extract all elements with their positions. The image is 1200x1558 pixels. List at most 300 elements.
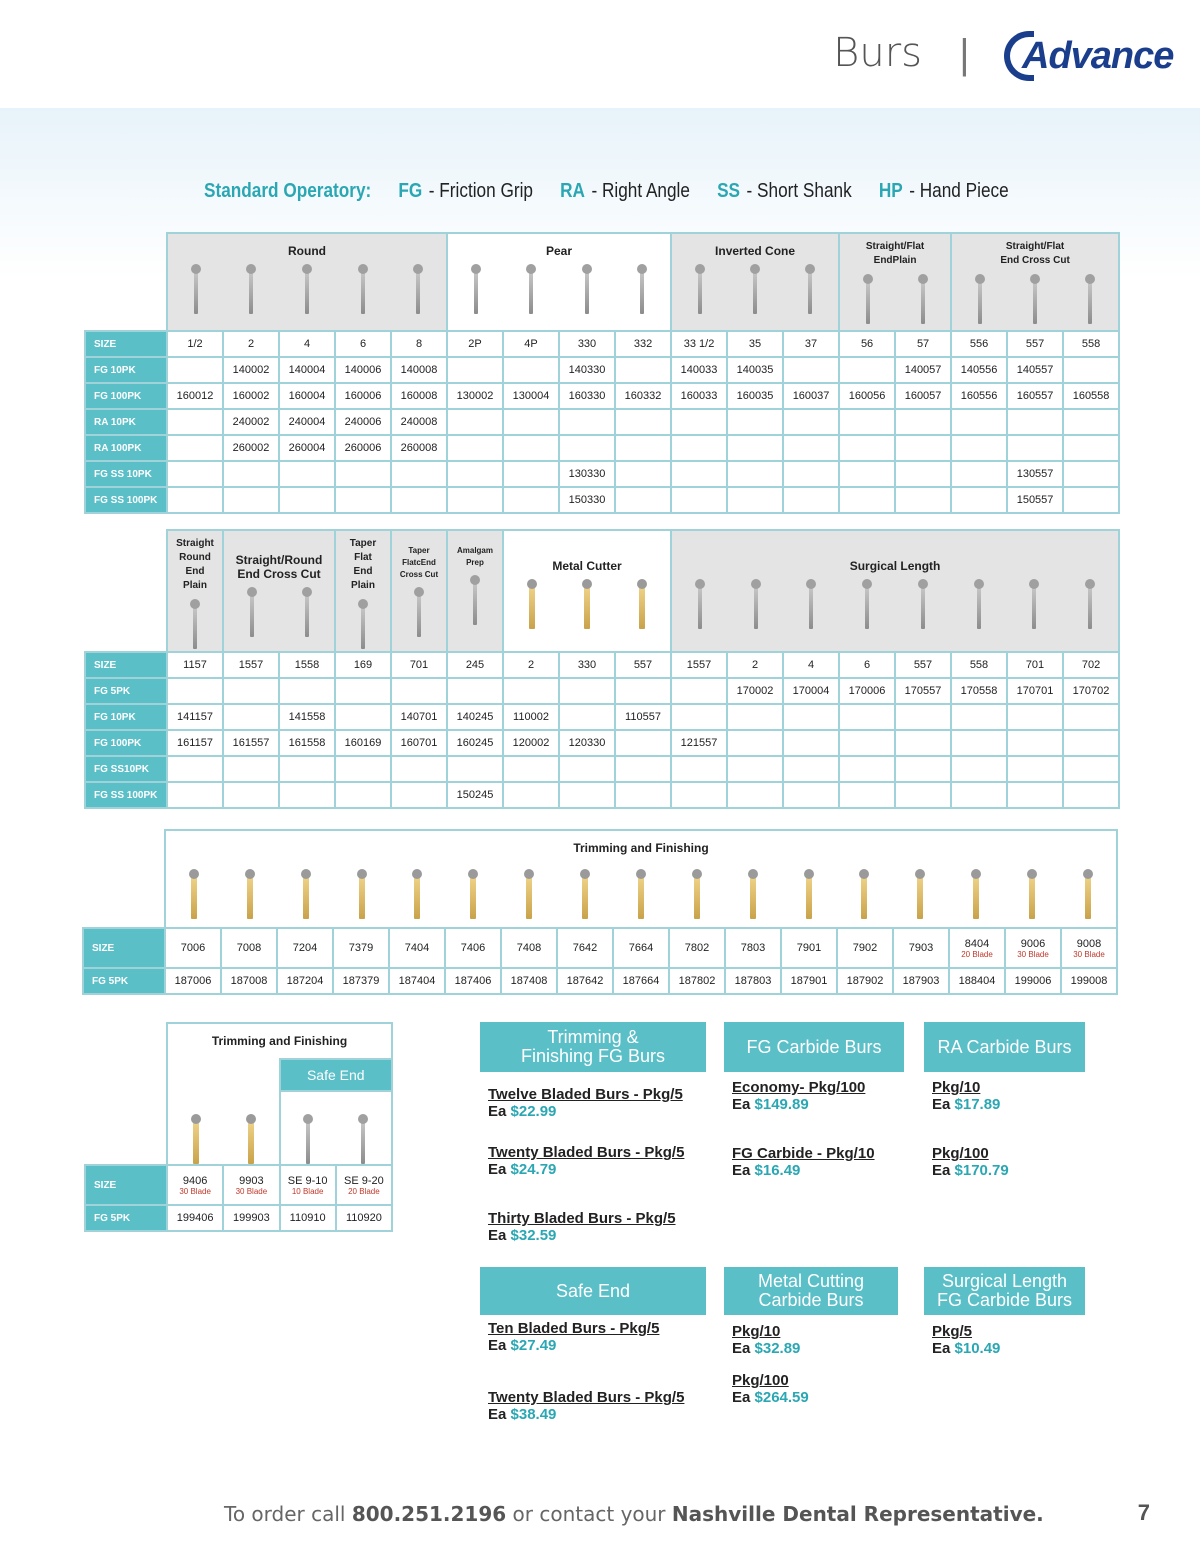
item-code-cell (1063, 461, 1119, 487)
item-code-cell: 140033 (671, 357, 727, 383)
bur-icon (1029, 875, 1035, 919)
item-code-cell (615, 435, 671, 461)
group-title: Surgical Length (849, 559, 941, 573)
footer-phone[interactable]: 800.251.2196 (351, 1502, 507, 1526)
item-code-cell: 120330 (559, 730, 615, 756)
size-row (85, 1165, 392, 1205)
top-bar (0, 0, 1200, 108)
table-row (85, 704, 1119, 730)
bur-icon (582, 875, 588, 919)
price-metal-1: Pkg/100 Ea $264.59 (732, 1372, 809, 1406)
item-code-cell (559, 756, 615, 782)
item-code-cell (727, 461, 783, 487)
page-number: 7 (1137, 1500, 1150, 1525)
item-code-cell: 170002 (727, 678, 783, 704)
item-code-cell (335, 704, 391, 730)
item-code-cell: 170701 (1007, 678, 1063, 704)
table-row (85, 435, 1119, 461)
group-title: Trimming and Finishing (167, 1023, 392, 1059)
size-label: SIZE (85, 1165, 167, 1205)
item-code-cell: 160012 (167, 383, 223, 409)
group-title: Amalgam Prep (456, 546, 493, 567)
item-code-cell: 187803 (725, 968, 781, 994)
bur-icon (417, 593, 421, 637)
bur-icon (973, 875, 979, 919)
table-round-pear-cone (84, 232, 1120, 514)
size-value: 9406 (182, 1174, 208, 1187)
group-title: Trimming and Finishing (573, 841, 709, 855)
bur-icons (166, 861, 1116, 919)
size-value: 7204 (292, 942, 318, 954)
item-code-cell (503, 756, 559, 782)
item-code-cell (447, 487, 503, 513)
item-code-cell (839, 409, 895, 435)
item-code-cell: 140557 (1007, 357, 1063, 383)
size-cell (389, 928, 445, 968)
header-row (85, 233, 1119, 331)
price-fg-0: Economy- Pkg/100 Ea $149.89 (732, 1079, 866, 1113)
group-header (447, 530, 503, 652)
price-safe-1-name[interactable]: Twenty Bladed Burs - Pkg/5 (488, 1389, 685, 1406)
bur-icon (361, 270, 365, 314)
bur-icons (168, 264, 446, 314)
size-cell (1061, 928, 1117, 968)
item-code-cell (335, 756, 391, 782)
size-cell: 2 (727, 652, 783, 678)
item-code-cell: 187664 (613, 968, 669, 994)
size-cell (725, 928, 781, 968)
bur-icon (247, 875, 253, 919)
size-cell (167, 1165, 223, 1205)
item-code-cell: 140004 (279, 357, 335, 383)
row-label: FG SS 10PK (85, 461, 167, 487)
item-code-cell: 160558 (1063, 383, 1119, 409)
bur-icons (448, 575, 502, 625)
item-code-cell (503, 409, 559, 435)
table-row (85, 756, 1119, 782)
item-code-cell (447, 756, 503, 782)
price-ra-1-name[interactable]: Pkg/100 (932, 1145, 989, 1162)
item-code-cell (783, 730, 839, 756)
group-title: Inverted Cone (715, 244, 796, 258)
item-code-cell (559, 704, 615, 730)
size-cell: 37 (783, 331, 839, 357)
size-label: SIZE (85, 331, 167, 357)
item-code-cell (839, 704, 895, 730)
item-code-cell: 130557 (1007, 461, 1063, 487)
safe-header: Safe End (480, 1267, 706, 1315)
blade-count: 30 Blade (1017, 949, 1049, 959)
item-code-cell: 187204 (277, 968, 333, 994)
item-code-cell (167, 782, 223, 808)
item-code-cell (727, 487, 783, 513)
bur-icon (808, 270, 812, 314)
bur-icons (448, 264, 670, 314)
item-code-cell (783, 782, 839, 808)
item-code-cell: 161157 (167, 730, 223, 756)
item-code-cell (279, 756, 335, 782)
footer-rep: Nashville Dental Representative. (671, 1502, 1044, 1526)
size-value: 9008 (1076, 937, 1102, 950)
item-code-cell: 140008 (391, 357, 447, 383)
size-cell: 1/2 (167, 331, 223, 357)
bur-icons (224, 587, 334, 637)
bur-icon (921, 280, 925, 324)
item-code-cell (279, 678, 335, 704)
item-code-cell (839, 357, 895, 383)
group-title: Round (288, 244, 326, 258)
item-code-cell: 161558 (279, 730, 335, 756)
bur-icons (504, 579, 670, 629)
title-divider: | (958, 32, 971, 76)
size-value: SE 9-20 (344, 1174, 384, 1187)
item-code-cell: 187902 (837, 968, 893, 994)
item-code-cell: 140701 (391, 704, 447, 730)
item-code-cell (503, 461, 559, 487)
legend-title: Standard Operatory: (204, 180, 372, 202)
price-ra-0-name[interactable]: Pkg/10 (932, 1079, 981, 1096)
item-code-cell (223, 461, 279, 487)
bur-icon (638, 875, 644, 919)
page-title: Burs (833, 30, 922, 76)
blank-corner (85, 530, 167, 652)
price-trim-0-name[interactable]: Twelve Bladed Burs - Pkg/5 (488, 1086, 683, 1103)
bur-icon (978, 280, 982, 324)
table-row (85, 678, 1119, 704)
icon-cell (280, 1091, 393, 1165)
item-code-cell (671, 461, 727, 487)
item-code-cell (335, 678, 391, 704)
blank-corner (85, 233, 167, 331)
item-code-cell (895, 487, 951, 513)
blank-corner (85, 1023, 167, 1091)
item-code-cell (839, 435, 895, 461)
legend-value-fg: - Friction Grip (424, 180, 533, 202)
price-ra-0: Pkg/10 Ea $17.89 (932, 1079, 1001, 1113)
blade-count: 30 Blade (1073, 949, 1105, 959)
item-code-cell: 199006 (1005, 968, 1061, 994)
group-title: Straight/Flat End Cross Cut (1000, 241, 1070, 266)
item-code-cell (783, 487, 839, 513)
price-fg-0-name[interactable]: Economy- Pkg/100 (732, 1079, 866, 1096)
size-cell: 558 (1063, 331, 1119, 357)
item-code-cell (167, 409, 223, 435)
item-code-cell: 130004 (503, 383, 559, 409)
bur-icon (1085, 875, 1091, 919)
size-cell: 558 (951, 652, 1007, 678)
size-cell: 701 (391, 652, 447, 678)
size-cell: 169 (335, 652, 391, 678)
legend-key-ra: RA (560, 180, 585, 202)
table-trimming-finishing (82, 829, 1118, 995)
size-cell: 1157 (167, 652, 223, 678)
size-cell: 702 (1063, 652, 1119, 678)
row-label: FG 5PK (85, 678, 167, 704)
price-trim-0: Twelve Bladed Burs - Pkg/5 Ea $22.99 (488, 1086, 683, 1120)
price-fg-1: FG Carbide - Pkg/10 Ea $16.49 (732, 1145, 875, 1179)
group-header (671, 233, 839, 331)
item-code-cell: 140002 (223, 357, 279, 383)
item-code-cell: 160057 (895, 383, 951, 409)
item-code-cell (783, 409, 839, 435)
bur-icon (305, 270, 309, 314)
group-header (447, 233, 671, 331)
price-metal-1-name[interactable]: Pkg/100 (732, 1372, 789, 1389)
item-code-cell: 160056 (839, 383, 895, 409)
size-cell (280, 1165, 336, 1205)
item-code-cell: 140057 (895, 357, 951, 383)
bur-icon (754, 585, 758, 629)
legend-key-hp: HP (878, 180, 903, 202)
item-code-cell: 141157 (167, 704, 223, 730)
item-code-cell: 161557 (223, 730, 279, 756)
item-code-cell: 188404 (949, 968, 1005, 994)
item-code-cell: 240004 (279, 409, 335, 435)
size-cell: 4P (503, 331, 559, 357)
bur-icon (529, 270, 533, 314)
table-trimming-safe-end (84, 1022, 393, 1232)
item-code-cell: 140035 (727, 357, 783, 383)
size-cell (949, 928, 1005, 968)
item-code-cell: 110910 (280, 1205, 336, 1231)
size-value: 7404 (404, 942, 430, 954)
size-value: 7664 (628, 942, 654, 954)
price-metal-0: Pkg/10 Ea $32.89 (732, 1323, 801, 1357)
bur-icon (753, 270, 757, 314)
item-code-cell (671, 435, 727, 461)
bur-icons (840, 274, 950, 324)
bur-icons (672, 264, 838, 314)
row-label: FG SS 100PK (85, 782, 167, 808)
price-trim-2: Thirty Bladed Burs - Pkg/5 Ea $32.59 (488, 1210, 676, 1244)
item-code-cell (839, 782, 895, 808)
size-cell: 6 (335, 331, 391, 357)
size-cell (669, 928, 725, 968)
item-code-cell (279, 461, 335, 487)
bur-icon (921, 585, 925, 629)
group-title: Straight/Round End Cross Cut (235, 553, 323, 581)
bur-icon (306, 1120, 310, 1164)
bur-icon (917, 875, 923, 919)
item-code-cell (839, 730, 895, 756)
item-code-cell: 160037 (783, 383, 839, 409)
item-code-cell (727, 756, 783, 782)
size-cell (893, 928, 949, 968)
item-code-cell: 150330 (559, 487, 615, 513)
item-code-cell: 130002 (447, 383, 503, 409)
size-cell (837, 928, 893, 968)
item-code-cell (951, 782, 1007, 808)
size-cell: 56 (839, 331, 895, 357)
trim-header: Trimming & Finishing FG Burs (480, 1022, 706, 1072)
item-code-cell: 260004 (279, 435, 335, 461)
item-code-cell: 140245 (447, 704, 503, 730)
price-metal-0-name[interactable]: Pkg/10 (732, 1323, 781, 1340)
item-code-cell (1063, 704, 1119, 730)
bur-icon (249, 270, 253, 314)
blank-corner (83, 830, 165, 928)
blade-count: 20 Blade (348, 1186, 380, 1196)
size-value: 7408 (516, 942, 542, 954)
price-safe-1: Twenty Bladed Burs - Pkg/5 Ea $38.49 (488, 1389, 685, 1423)
item-code-cell (223, 704, 279, 730)
item-code-cell: 140330 (559, 357, 615, 383)
bur-icon (526, 875, 532, 919)
bur-icon (194, 270, 198, 314)
size-value: 7006 (180, 942, 206, 954)
item-code-cell (559, 678, 615, 704)
item-code-cell: 160002 (223, 383, 279, 409)
item-code-cell (951, 487, 1007, 513)
size-cell: 1557 (671, 652, 727, 678)
item-code-cell: 260002 (223, 435, 279, 461)
bur-icons (392, 587, 446, 637)
group-header (391, 530, 447, 652)
item-code-cell (1007, 409, 1063, 435)
item-code-cell (951, 435, 1007, 461)
table-row (85, 461, 1119, 487)
table-row (85, 730, 1119, 756)
size-cell (277, 928, 333, 968)
item-code-cell: 240008 (391, 409, 447, 435)
item-code-cell (839, 461, 895, 487)
item-code-cell: 150557 (1007, 487, 1063, 513)
row-label: FG 5PK (83, 968, 165, 994)
item-code-cell (167, 435, 223, 461)
item-code-cell (223, 782, 279, 808)
item-code-cell: 160557 (1007, 383, 1063, 409)
bur-icon (473, 581, 477, 625)
header-row (83, 830, 1117, 928)
footer-mid: or contact your (506, 1502, 672, 1526)
price-trim-1-name[interactable]: Twenty Bladed Burs - Pkg/5 (488, 1144, 685, 1161)
item-code-cell (671, 487, 727, 513)
size-cell: 35 (727, 331, 783, 357)
item-code-cell (335, 782, 391, 808)
bur-icon (416, 270, 420, 314)
bur-icon (193, 1120, 199, 1164)
bur-icon (694, 875, 700, 919)
group-header (223, 530, 335, 652)
size-label: SIZE (85, 652, 167, 678)
item-code-cell: 110920 (336, 1205, 392, 1231)
item-code-cell (895, 756, 951, 782)
size-cell: 2P (447, 331, 503, 357)
size-value: 7008 (236, 942, 262, 954)
price-trim-1: Twenty Bladed Burs - Pkg/5 Ea $24.79 (488, 1144, 685, 1178)
row-label: RA 10PK (85, 409, 167, 435)
item-code-cell: 160006 (335, 383, 391, 409)
bur-icon (361, 605, 365, 649)
price-fg-1-name[interactable]: FG Carbide - Pkg/10 (732, 1145, 875, 1162)
price-trim-2-name[interactable]: Thirty Bladed Burs - Pkg/5 (488, 1210, 676, 1227)
item-code-cell (615, 357, 671, 383)
bur-icons (168, 1104, 279, 1164)
row-label: FG SS 100PK (85, 487, 167, 513)
item-code-cell (447, 678, 503, 704)
size-cell: 245 (447, 652, 503, 678)
size-cell: 330 (559, 652, 615, 678)
row-label: FG SS10PK (85, 756, 167, 782)
safe-end-label: Safe End (280, 1059, 393, 1091)
size-cell: 330 (559, 331, 615, 357)
size-cell: 701 (1007, 652, 1063, 678)
size-cell: 6 (839, 652, 895, 678)
bur-icon (865, 585, 869, 629)
item-code-cell: 150245 (447, 782, 503, 808)
item-code-cell (335, 487, 391, 513)
item-code-cell (671, 756, 727, 782)
item-code-cell: 160556 (951, 383, 1007, 409)
price-surgical-0: Pkg/5 Ea $10.49 (932, 1323, 1001, 1357)
bur-icon (698, 585, 702, 629)
bur-icon (470, 875, 476, 919)
item-code-cell (951, 704, 1007, 730)
item-code-cell: 187903 (893, 968, 949, 994)
size-row (85, 331, 1119, 357)
item-code-cell (1007, 782, 1063, 808)
item-code-cell (615, 409, 671, 435)
item-code-cell (839, 756, 895, 782)
size-cell: 556 (951, 331, 1007, 357)
size-cell: 557 (1007, 331, 1063, 357)
size-cell (557, 928, 613, 968)
item-code-cell: 170004 (783, 678, 839, 704)
item-code-cell (615, 461, 671, 487)
header-row (85, 530, 1119, 652)
size-cell: 1558 (279, 652, 335, 678)
size-value: SE 9-10 (287, 1174, 328, 1187)
table-row (85, 1205, 392, 1231)
item-code-cell: 170006 (839, 678, 895, 704)
bur-icon (474, 270, 478, 314)
item-code-cell (559, 782, 615, 808)
price-safe-0-name[interactable]: Ten Bladed Burs - Pkg/5 (488, 1320, 660, 1337)
group-title: Metal Cutter (552, 559, 622, 573)
bur-icon (750, 875, 756, 919)
item-code-cell (167, 756, 223, 782)
footer (224, 1502, 1044, 1526)
item-code-cell: 199008 (1061, 968, 1117, 994)
size-value: 7802 (684, 942, 710, 954)
item-code-cell: 170702 (1063, 678, 1119, 704)
item-code-cell: 170557 (895, 678, 951, 704)
table-row (83, 968, 1117, 994)
group-title: Straight Round End Plain (176, 538, 214, 591)
bur-icon (414, 875, 420, 919)
item-code-cell (559, 435, 615, 461)
size-cell (445, 928, 501, 968)
group-title: Straight/Flat EndPlain (865, 241, 925, 266)
item-code-cell (1007, 730, 1063, 756)
bur-icon (250, 593, 254, 637)
item-code-cell: 160245 (447, 730, 503, 756)
price-surgical-0-name[interactable]: Pkg/5 (932, 1323, 973, 1340)
item-code-cell (503, 487, 559, 513)
item-code-cell (727, 704, 783, 730)
bur-icons (336, 599, 390, 649)
item-code-cell: 187008 (221, 968, 277, 994)
row-label: FG 10PK (85, 357, 167, 383)
item-code-cell (1007, 756, 1063, 782)
size-cell (1005, 928, 1061, 968)
item-code-cell (783, 435, 839, 461)
item-code-cell: 140556 (951, 357, 1007, 383)
item-code-cell (279, 487, 335, 513)
item-code-cell: 160004 (279, 383, 335, 409)
table-row (85, 383, 1119, 409)
size-cell: 8 (391, 331, 447, 357)
